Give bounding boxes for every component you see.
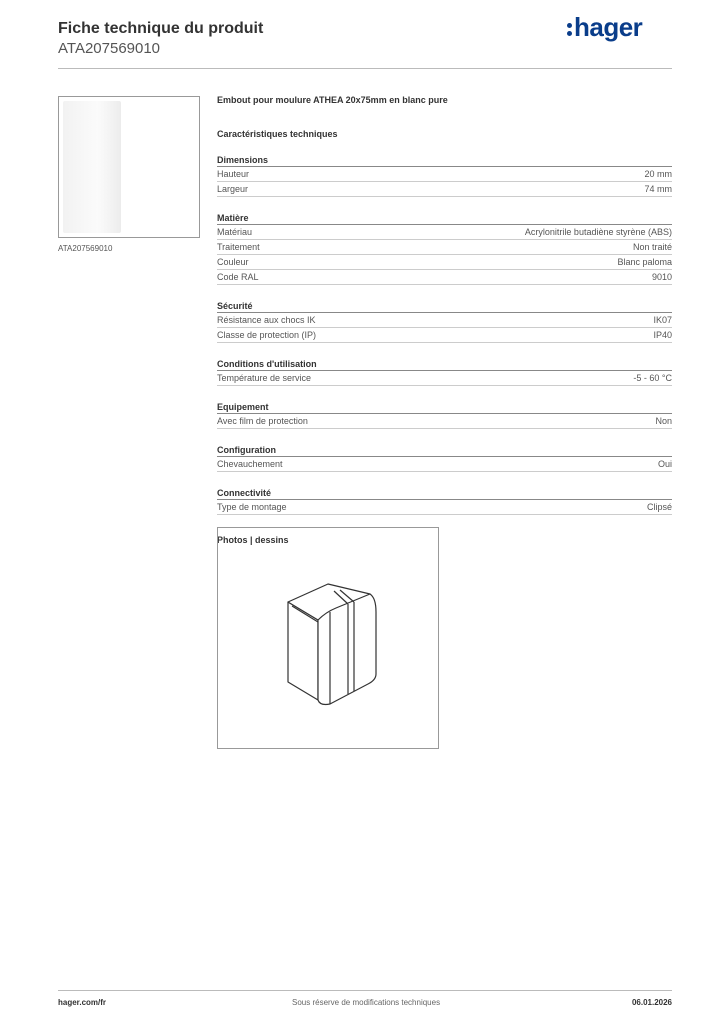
- spec-row: [217, 457, 672, 472]
- spec-value: Clipsé: [646, 502, 672, 512]
- product-thumbnail: [58, 96, 200, 238]
- spec-label: Avec film de protection: [217, 416, 308, 426]
- logo-dots-icon: [567, 20, 572, 39]
- spec-section-title: Conditions d'utilisation: [217, 358, 672, 371]
- spec-label: Traitement: [217, 242, 260, 252]
- spec-row: [217, 270, 672, 285]
- spec-section-title: Matière: [217, 212, 672, 225]
- spec-section: [217, 212, 672, 285]
- spec-sections: [217, 154, 672, 515]
- spec-row: [217, 500, 672, 515]
- footer-date: 06.01.2026: [631, 998, 672, 1007]
- header-divider: [58, 68, 672, 69]
- hager-logo: [567, 12, 642, 43]
- thumbnail-caption: ATA207569010: [58, 244, 113, 253]
- spec-value: 9010: [651, 272, 672, 282]
- spec-section-title: Equipement: [217, 401, 672, 414]
- spec-label: Classe de protection (IP): [217, 330, 317, 340]
- spec-value: IP40: [653, 330, 672, 340]
- spec-label: Chevauchement: [217, 459, 283, 469]
- spec-value: -5 - 60 °C: [633, 373, 672, 383]
- spec-label: Résistance aux chocs IK: [217, 315, 316, 325]
- spec-label: Hauteur: [217, 169, 250, 179]
- spec-row: [217, 313, 672, 328]
- spec-label: Largeur: [217, 184, 249, 194]
- product-reference: ATA207569010: [58, 40, 161, 57]
- spec-row: [217, 414, 672, 429]
- spec-label: Couleur: [217, 257, 249, 267]
- end-cap-drawing: [218, 528, 438, 748]
- spec-section: [217, 401, 672, 429]
- spec-row: [217, 167, 672, 182]
- spec-row: [217, 371, 672, 386]
- spec-row: [217, 240, 672, 255]
- spec-value: Acrylonitrile butadiène styrène (ABS): [524, 227, 672, 237]
- spec-content: [217, 95, 672, 545]
- spec-section: [217, 358, 672, 386]
- spec-section: [217, 154, 672, 197]
- logo-text: hager: [574, 12, 643, 42]
- spec-value: IK07: [653, 315, 672, 325]
- spec-value: Blanc paloma: [617, 257, 672, 267]
- spec-value: 20 mm: [644, 169, 672, 179]
- spec-section: [217, 487, 672, 515]
- spec-row: [217, 328, 672, 343]
- product-drawing: [217, 527, 439, 749]
- footer-disclaimer: Sous réserve de modifications techniques: [292, 998, 441, 1007]
- page-title: Fiche technique du produit: [58, 20, 264, 37]
- spec-label: Code RAL: [217, 272, 259, 282]
- spec-section-title: Configuration: [217, 444, 672, 457]
- spec-section-title: Connectivité: [217, 487, 672, 500]
- footer-divider: [58, 990, 672, 991]
- spec-row: [217, 182, 672, 197]
- spec-value: Non traité: [632, 242, 672, 252]
- spec-row: [217, 255, 672, 270]
- spec-value: Non: [655, 416, 672, 426]
- spec-section-title: Sécurité: [217, 300, 672, 313]
- spec-row: [217, 225, 672, 240]
- spec-label: Matériau: [217, 227, 253, 237]
- spec-value: Oui: [657, 459, 672, 469]
- spec-section: [217, 300, 672, 343]
- product-title: Embout pour moulure ATHEA 20x75mm en blanc pure: [217, 95, 448, 105]
- spec-section-title: Dimensions: [217, 154, 672, 167]
- thumbnail-product-shape: [63, 101, 121, 233]
- footer-website-link[interactable]: hager.com/fr: [58, 998, 107, 1007]
- spec-section: [217, 444, 672, 472]
- spec-label: Type de montage: [217, 502, 287, 512]
- photos-heading: Photos | dessins: [217, 535, 289, 545]
- characteristics-heading: Caractéristiques techniques: [217, 129, 338, 139]
- spec-value: 74 mm: [644, 184, 672, 194]
- spec-label: Température de service: [217, 373, 312, 383]
